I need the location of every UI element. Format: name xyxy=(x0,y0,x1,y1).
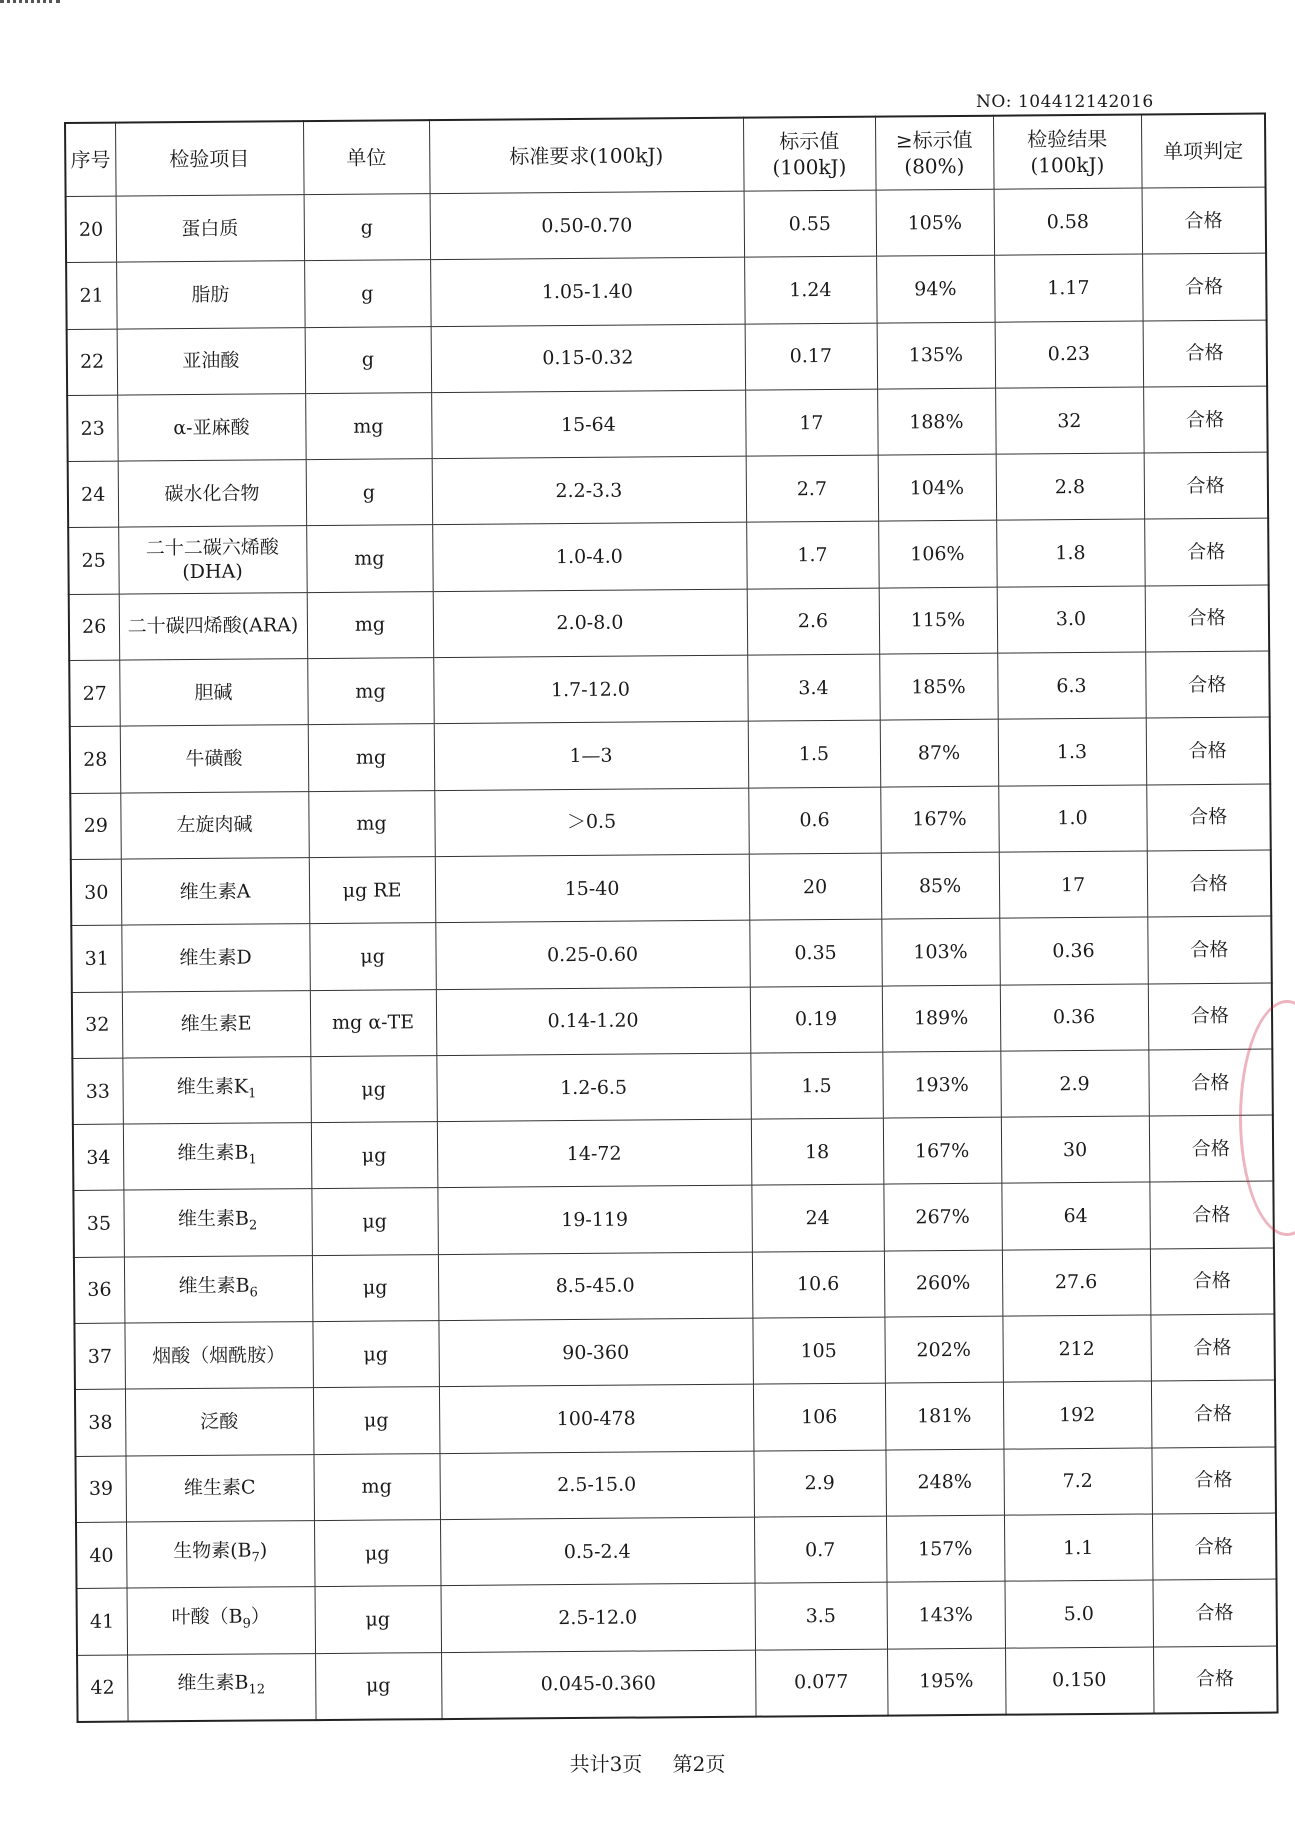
table-row xyxy=(74,1248,1274,1324)
cell-labeled: 0.35 xyxy=(749,919,882,986)
cell-result: 0.36 xyxy=(1000,984,1149,1051)
item-name: 左旋肉碱 xyxy=(176,813,253,837)
cell-ratio: 195% xyxy=(887,1648,1006,1716)
item-name: 叶酸（B xyxy=(171,1605,243,1629)
cell-standard: 15-64 xyxy=(431,390,746,459)
cell-result: 17 xyxy=(999,851,1148,918)
cell-sn: 23 xyxy=(67,395,118,462)
cell-item xyxy=(118,526,307,594)
table-row xyxy=(75,1380,1275,1456)
cell-unit: g xyxy=(304,260,431,327)
page-footer xyxy=(0,1748,1295,1777)
cell-item xyxy=(117,327,306,395)
cell-unit: mg xyxy=(307,591,434,658)
table-row xyxy=(73,1181,1273,1257)
cell-ratio: 103% xyxy=(881,918,1000,985)
item-name: 维生素C xyxy=(183,1476,256,1500)
table-row xyxy=(77,1646,1277,1722)
cell-labeled: 0.19 xyxy=(750,986,883,1053)
item-name: 维生素B xyxy=(177,1207,250,1231)
cell-ratio: 260% xyxy=(884,1250,1003,1317)
cell-verdict: 合格 xyxy=(1150,1314,1275,1381)
cell-labeled: 2.7 xyxy=(746,455,879,522)
cell-sn: 32 xyxy=(72,992,123,1059)
cell-unit: μg RE xyxy=(309,857,436,924)
cell-ratio: 87% xyxy=(880,720,999,787)
cell-labeled: 1.7 xyxy=(746,522,879,589)
cell-sn: 24 xyxy=(68,461,119,528)
cell-standard: 2.2-3.3 xyxy=(432,456,747,525)
table-row xyxy=(67,386,1267,462)
cell-unit: mg xyxy=(313,1453,440,1520)
cell-standard: 14-72 xyxy=(437,1119,752,1188)
cell-result: 3.0 xyxy=(997,586,1146,653)
cell-verdict: 合格 xyxy=(1146,784,1271,851)
cell-result: 27.6 xyxy=(1002,1249,1151,1316)
cell-verdict: 合格 xyxy=(1145,585,1270,652)
cell-standard: 2.0-8.0 xyxy=(433,589,748,658)
cell-unit: mg xyxy=(306,525,433,592)
table-row xyxy=(67,320,1267,396)
table-row xyxy=(70,784,1270,860)
table-row xyxy=(71,916,1271,992)
item-subscript: 6 xyxy=(249,1284,258,1300)
cell-item xyxy=(116,195,305,263)
cell-standard: 0.15-0.32 xyxy=(431,324,746,393)
cell-unit: μg xyxy=(314,1520,441,1587)
cell-sn: 38 xyxy=(75,1389,126,1456)
table-row xyxy=(71,850,1271,926)
cell-labeled: 1.24 xyxy=(744,256,877,323)
cell-standard: 0.5-2.4 xyxy=(440,1517,755,1586)
cell-result: 2.8 xyxy=(996,453,1145,520)
item-name: 泛酸 xyxy=(200,1410,239,1433)
cell-result: 7.2 xyxy=(1003,1448,1152,1515)
report-table-wrapper xyxy=(64,113,1277,1723)
item-second-line: (DHA) xyxy=(182,560,243,584)
cell-item xyxy=(125,1454,314,1522)
header-labeled xyxy=(743,117,876,192)
cell-labeled: 1.5 xyxy=(750,1052,883,1119)
cell-ratio: 143% xyxy=(886,1581,1005,1648)
cell-ratio: 85% xyxy=(881,852,1000,919)
cell-verdict: 合格 xyxy=(1148,1049,1273,1116)
cell-item xyxy=(122,1056,311,1124)
cell-verdict: 合格 xyxy=(1150,1248,1275,1315)
cell-verdict: 合格 xyxy=(1143,386,1268,453)
cell-verdict: 合格 xyxy=(1153,1646,1278,1714)
table-row xyxy=(70,717,1270,793)
cell-result: 32 xyxy=(995,387,1144,454)
cell-result: 6.3 xyxy=(997,652,1146,719)
item-name: 牛磺酸 xyxy=(185,747,243,771)
cell-ratio: 193% xyxy=(882,1051,1001,1118)
cell-verdict: 合格 xyxy=(1142,187,1267,254)
cell-labeled: 24 xyxy=(751,1185,884,1252)
header-ratio-line1: ≥标示值 xyxy=(895,127,973,153)
cell-labeled: 1.5 xyxy=(748,720,881,787)
footer-current-page: 第2页 xyxy=(672,1752,726,1776)
item-name: 烟酸（烟酰胺） xyxy=(152,1343,286,1368)
cell-labeled: 20 xyxy=(749,853,882,920)
cell-item xyxy=(121,858,310,926)
cell-standard: 1.0-4.0 xyxy=(432,523,747,592)
cell-result: 0.150 xyxy=(1005,1647,1154,1715)
cell-item xyxy=(125,1388,314,1456)
item-subscript: 2 xyxy=(248,1218,258,1234)
header-labeled-line2: (100kJ) xyxy=(772,154,847,180)
cell-item xyxy=(127,1587,316,1655)
cell-result: 5.0 xyxy=(1004,1580,1153,1647)
cell-ratio: 181% xyxy=(885,1383,1004,1450)
table-row xyxy=(73,1115,1273,1191)
header-labeled-line1: 标示值 xyxy=(779,128,840,154)
cell-unit: mg α-TE xyxy=(310,989,437,1056)
cell-standard: 100-478 xyxy=(439,1384,754,1453)
cell-unit: μg xyxy=(311,1188,438,1255)
item-name: 维生素B xyxy=(178,1274,250,1297)
cell-ratio: 94% xyxy=(876,255,995,322)
cell-unit: μg xyxy=(312,1254,439,1321)
cell-ratio: 185% xyxy=(879,653,998,720)
table-row xyxy=(76,1513,1276,1589)
cell-labeled: 3.4 xyxy=(747,654,880,721)
cell-verdict: 合格 xyxy=(1145,651,1270,718)
header-unit: 单位 xyxy=(303,120,430,194)
cell-standard: 90-360 xyxy=(438,1318,753,1387)
cell-ratio: 167% xyxy=(880,786,999,853)
cell-item xyxy=(123,1189,312,1257)
cell-sn: 42 xyxy=(77,1655,128,1722)
table-row xyxy=(66,253,1266,329)
cell-verdict: 合格 xyxy=(1149,1181,1274,1248)
cell-item xyxy=(116,261,305,329)
item-suffix: ） xyxy=(250,1605,270,1628)
item-name: 碳水化合物 xyxy=(164,482,260,506)
item-subscript: 12 xyxy=(248,1682,266,1698)
cell-sn: 36 xyxy=(74,1257,125,1324)
cell-sn: 20 xyxy=(66,196,117,263)
item-subscript: 1 xyxy=(248,1152,257,1168)
cell-sn: 37 xyxy=(74,1323,125,1390)
cell-unit: mg xyxy=(308,790,435,857)
cell-labeled: 10.6 xyxy=(752,1251,885,1318)
item-name: 维生素K xyxy=(176,1075,249,1098)
cell-result: 1.3 xyxy=(998,718,1147,785)
cell-labeled: 0.7 xyxy=(754,1516,887,1583)
footer-total-pages: 共计3页 xyxy=(569,1752,643,1776)
cell-sn: 39 xyxy=(75,1456,126,1523)
item-name: 维生素E xyxy=(180,1012,252,1036)
cell-item xyxy=(124,1255,313,1323)
cell-verdict: 合格 xyxy=(1152,1513,1277,1580)
table-row xyxy=(75,1447,1275,1523)
cell-ratio: 167% xyxy=(883,1117,1002,1184)
header-ratio-line2: (80%) xyxy=(904,153,965,179)
cell-verdict: 合格 xyxy=(1142,253,1267,320)
item-name: 维生素A xyxy=(179,880,251,903)
cell-sn: 31 xyxy=(71,925,122,992)
table-row xyxy=(77,1579,1277,1655)
cell-item xyxy=(118,460,307,528)
item-subscript: 9 xyxy=(242,1616,251,1632)
item-name: 胆碱 xyxy=(194,681,233,704)
cell-sn: 35 xyxy=(73,1191,124,1258)
cell-standard: ＞0.5 xyxy=(434,788,749,857)
cell-sn: 33 xyxy=(72,1058,123,1125)
cell-standard: 19-119 xyxy=(437,1186,752,1255)
cell-result: 1.0 xyxy=(998,785,1147,852)
cell-verdict: 合格 xyxy=(1149,1115,1274,1182)
cell-ratio: 189% xyxy=(882,985,1001,1052)
cell-ratio: 115% xyxy=(879,587,998,654)
table-row xyxy=(69,651,1269,727)
cell-sn: 30 xyxy=(71,859,122,926)
header-sn: 序号 xyxy=(65,123,116,197)
cell-labeled: 0.6 xyxy=(748,787,881,854)
cell-item xyxy=(119,592,308,660)
cell-result: 1.8 xyxy=(996,520,1145,587)
cell-ratio: 157% xyxy=(886,1515,1005,1582)
report-number: NO: 104412142016 xyxy=(976,92,1154,112)
cell-result: 30 xyxy=(1001,1116,1150,1183)
item-suffix: ) xyxy=(259,1539,268,1562)
table-row xyxy=(69,585,1269,661)
cell-verdict: 合格 xyxy=(1151,1447,1276,1514)
cell-unit: μg xyxy=(309,923,436,990)
cell-standard: 0.045-0.360 xyxy=(441,1650,756,1719)
cell-standard: 2.5-15.0 xyxy=(439,1451,754,1520)
item-subscript: 1 xyxy=(248,1085,257,1101)
header-verdict: 单项判定 xyxy=(1141,114,1266,188)
cell-sn: 22 xyxy=(67,329,118,396)
cell-ratio: 104% xyxy=(878,454,997,521)
cell-sn: 28 xyxy=(70,726,121,793)
item-name: 亚油酸 xyxy=(182,349,240,373)
cell-item xyxy=(126,1521,315,1589)
item-name: 维生素B xyxy=(177,1671,249,1695)
cell-labeled: 0.17 xyxy=(745,323,878,390)
cell-unit: g xyxy=(304,194,431,261)
table-row xyxy=(72,983,1272,1059)
item-subscript: 7 xyxy=(251,1549,260,1566)
header-result-line2: (100kJ) xyxy=(1030,152,1105,178)
cell-sn: 41 xyxy=(77,1588,128,1655)
cell-result: 0.36 xyxy=(999,917,1148,984)
cell-item xyxy=(123,1123,312,1191)
cell-unit: μg xyxy=(315,1652,442,1720)
cell-result: 192 xyxy=(1003,1381,1152,1448)
cell-sn: 34 xyxy=(73,1124,124,1191)
cell-standard: 1.05-1.40 xyxy=(430,257,745,326)
cell-result: 212 xyxy=(1002,1315,1151,1382)
inspection-results-table xyxy=(64,113,1279,1723)
cell-unit: μg xyxy=(312,1321,439,1388)
cell-result: 64 xyxy=(1001,1182,1150,1249)
cell-verdict: 合格 xyxy=(1151,1380,1276,1447)
cell-result: 0.23 xyxy=(995,321,1144,388)
cell-labeled: 2.6 xyxy=(747,588,880,655)
table-body xyxy=(66,187,1278,1722)
cell-verdict: 合格 xyxy=(1146,717,1271,784)
cell-unit: μg xyxy=(313,1387,440,1454)
cell-ratio: 135% xyxy=(877,322,996,389)
table-row xyxy=(68,519,1268,595)
cell-result: 2.9 xyxy=(1000,1050,1149,1117)
cell-sn: 40 xyxy=(76,1522,127,1589)
cell-ratio: 267% xyxy=(883,1184,1002,1251)
cell-unit: μg xyxy=(310,1055,437,1122)
cell-standard: 15-40 xyxy=(435,854,750,923)
cell-standard: 1.2-6.5 xyxy=(436,1053,751,1122)
cell-standard: 8.5-45.0 xyxy=(438,1252,753,1321)
header-result xyxy=(993,115,1142,190)
cell-ratio: 248% xyxy=(885,1449,1004,1516)
cell-verdict: 合格 xyxy=(1147,916,1272,983)
cell-sn: 25 xyxy=(68,528,119,595)
cell-verdict: 合格 xyxy=(1148,983,1273,1050)
cell-item xyxy=(120,791,309,859)
cell-verdict: 合格 xyxy=(1143,320,1268,387)
cell-ratio: 106% xyxy=(878,521,997,588)
cell-verdict: 合格 xyxy=(1147,850,1272,917)
cell-result: 1.1 xyxy=(1004,1514,1153,1581)
item-name: 维生素D xyxy=(179,946,252,970)
cell-result: 0.58 xyxy=(994,188,1143,255)
cell-item xyxy=(122,990,311,1058)
cell-labeled: 2.9 xyxy=(753,1450,886,1517)
table-row xyxy=(68,452,1268,528)
cell-unit: mg xyxy=(308,724,435,791)
cell-result: 1.17 xyxy=(994,254,1143,321)
cell-item xyxy=(119,659,308,727)
item-name: α-亚麻酸 xyxy=(173,416,250,439)
cell-standard: 2.5-12.0 xyxy=(441,1583,756,1652)
cell-unit: mg xyxy=(305,393,432,460)
cell-item xyxy=(121,924,310,992)
cell-standard: 0.14-1.20 xyxy=(436,987,751,1056)
item-name: 生物素(B xyxy=(173,1539,252,1562)
cell-labeled: 3.5 xyxy=(754,1582,887,1649)
header-result-line1: 检验结果 xyxy=(1027,126,1108,152)
item-name: 维生素B xyxy=(177,1141,249,1165)
cell-labeled: 0.55 xyxy=(744,190,877,257)
item-name: 二十二碳六烯酸 xyxy=(145,536,279,560)
table-header-row xyxy=(65,114,1266,197)
cell-item xyxy=(127,1653,316,1721)
cell-item xyxy=(117,394,306,462)
cell-labeled: 105 xyxy=(752,1317,885,1384)
cell-unit: μg xyxy=(311,1122,438,1189)
table-row xyxy=(74,1314,1274,1390)
item-name: 二十碳四烯酸(ARA) xyxy=(127,614,299,638)
cell-standard: 1—3 xyxy=(434,722,749,791)
cell-sn: 26 xyxy=(69,594,120,661)
cell-unit: g xyxy=(305,326,432,393)
cell-sn: 21 xyxy=(66,262,117,329)
cell-unit: mg xyxy=(307,658,434,725)
cell-sn: 27 xyxy=(69,660,120,727)
cell-verdict: 合格 xyxy=(1144,519,1269,586)
cell-labeled: 106 xyxy=(753,1383,886,1450)
cell-sn: 29 xyxy=(70,793,121,860)
cell-ratio: 202% xyxy=(884,1316,1003,1383)
cell-unit: μg xyxy=(315,1586,442,1653)
cell-standard: 0.50-0.70 xyxy=(430,191,745,260)
cell-unit: g xyxy=(306,459,433,526)
cell-verdict: 合格 xyxy=(1144,452,1269,519)
cell-verdict: 合格 xyxy=(1152,1579,1277,1646)
scan-edge-mark xyxy=(0,0,60,11)
table-row xyxy=(72,1049,1272,1125)
cell-labeled: 18 xyxy=(751,1118,884,1185)
cell-labeled: 0.077 xyxy=(755,1649,888,1717)
item-name: 脂肪 xyxy=(191,283,230,306)
cell-item xyxy=(124,1322,313,1390)
cell-item xyxy=(120,725,309,793)
table-row xyxy=(66,187,1266,263)
header-item: 检验项目 xyxy=(115,121,304,196)
header-standard: 标准要求(100kJ) xyxy=(429,118,744,194)
item-name: 蛋白质 xyxy=(181,217,239,240)
cell-ratio: 188% xyxy=(877,388,996,455)
cell-standard: 0.25-0.60 xyxy=(435,920,750,989)
header-ratio xyxy=(875,116,994,190)
cell-labeled: 17 xyxy=(745,389,878,456)
cell-standard: 1.7-12.0 xyxy=(433,655,748,724)
cell-ratio: 105% xyxy=(876,189,995,256)
